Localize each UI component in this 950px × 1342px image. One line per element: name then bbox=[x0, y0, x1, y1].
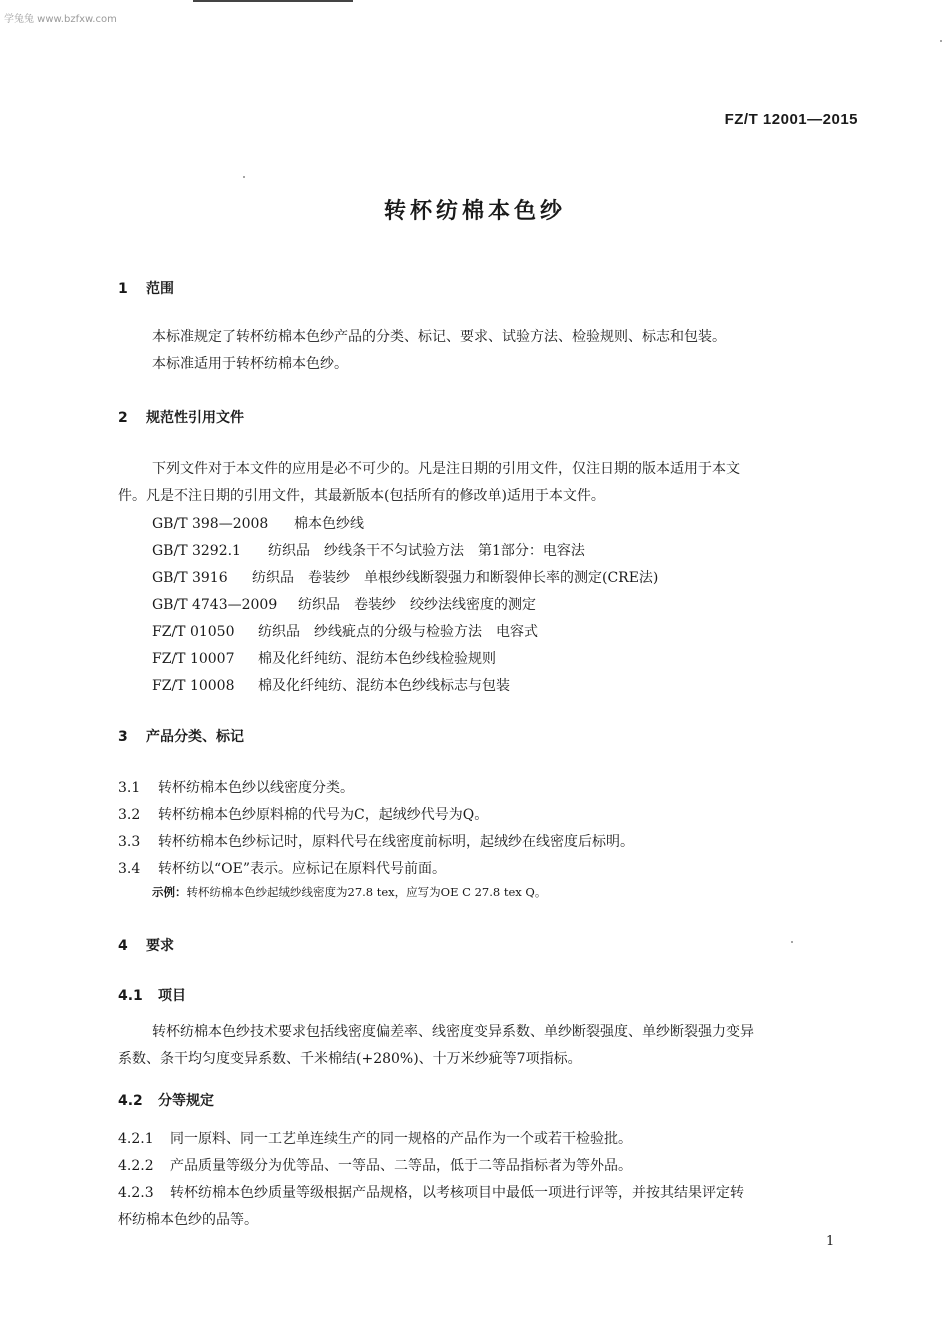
scan-speck bbox=[940, 40, 942, 42]
reference-item bbox=[152, 648, 496, 668]
clause-item bbox=[118, 777, 354, 797]
section-title: 范围 bbox=[146, 281, 174, 297]
section-4-heading bbox=[118, 935, 174, 955]
reference-code: GB/T 4743—2009 bbox=[152, 597, 278, 613]
subsection-4-1-heading bbox=[118, 985, 186, 1005]
reference-item bbox=[152, 594, 536, 614]
section-3-heading bbox=[118, 726, 244, 746]
example-text: 转杯纺棉本色纱起绒纱线密度为27.8 tex，应写为OE C 27.8 tex Q。 bbox=[186, 885, 547, 899]
reference-item bbox=[152, 675, 510, 695]
clause-item bbox=[118, 804, 488, 824]
reference-title: 棉及化纤纯纺、混纺本色纱线标志与包装 bbox=[258, 678, 510, 694]
clause-item bbox=[118, 1155, 632, 1175]
reference-title: 棉及化纤纯纺、混纺本色纱线检验规则 bbox=[258, 651, 496, 667]
section-number: 2 bbox=[118, 410, 128, 426]
top-rule bbox=[193, 0, 353, 2]
paragraph: 本标准适用于转杯纺棉本色纱。 bbox=[152, 356, 348, 372]
reference-code: FZ/T 01050 bbox=[152, 624, 235, 640]
clause-text: 转杯纺棉本色纱标记时，原料代号在线密度前标明，起绒纱在线密度后标明。 bbox=[158, 834, 634, 850]
clause-text: 同一原料、同一工艺单连续生产的同一规格的产品作为一个或若干检验批。 bbox=[170, 1131, 632, 1147]
reference-code: GB/T 3292.1 bbox=[152, 543, 241, 559]
clause-item bbox=[118, 831, 634, 851]
reference-title: 纺织品 纱线疵点的分级与检验方法 电容式 bbox=[258, 624, 538, 640]
standard-code: FZ/T 12001—2015 bbox=[724, 111, 858, 128]
reference-title: 纺织品 卷装纱 绞纱法线密度的测定 bbox=[298, 597, 536, 613]
section-title: 规范性引用文件 bbox=[146, 410, 244, 426]
section-2-heading bbox=[118, 407, 244, 427]
subsection-4-2-heading bbox=[118, 1090, 214, 1110]
section-number: 1 bbox=[118, 281, 128, 297]
clause-number: 4.2.3 bbox=[118, 1185, 154, 1201]
clause-text: 转杯纺棉本色纱质量等级根据产品规格，以考核项目中最低一项进行评等，并按其结果评定转 bbox=[170, 1185, 744, 1201]
clause-text: 转杯纺棉本色纱原料棉的代号为C，起绒纱代号为Q。 bbox=[158, 807, 489, 823]
reference-title: 纺织品 纱线条干不匀试验方法 第1部分：电容法 bbox=[268, 543, 585, 559]
paragraph-line: 转杯纺棉本色纱技术要求包括线密度偏差率、线密度变异系数、单纱断裂强度、单纱断裂强力变异 bbox=[152, 1024, 754, 1040]
example-label: 示例： bbox=[152, 885, 187, 899]
subsection-number: 4.1 bbox=[118, 988, 143, 1004]
paragraph: 本标准规定了转杯纺棉本色纱产品的分类、标记、要求、试验方法、检验规则、标志和包装。 bbox=[152, 329, 726, 345]
subsection-number: 4.2 bbox=[118, 1093, 143, 1109]
clause-number: 4.2.2 bbox=[118, 1158, 154, 1174]
clause-text: 转杯纺棉本色纱以线密度分类。 bbox=[158, 780, 354, 796]
clause-item bbox=[118, 1128, 632, 1148]
page-number: 1 bbox=[826, 1234, 835, 1249]
reference-code: GB/T 398—2008 bbox=[152, 516, 269, 532]
clause-text: 转杯纺以“OE”表示。应标记在原料代号前面。 bbox=[158, 861, 447, 877]
reference-title: 棉本色纱线 bbox=[294, 516, 364, 532]
paragraph-line: 杯纺棉本色纱的品等。 bbox=[118, 1212, 258, 1228]
section-title: 产品分类、标记 bbox=[146, 729, 244, 745]
section-1-heading bbox=[118, 278, 174, 298]
clause-item bbox=[118, 858, 446, 878]
example-note bbox=[152, 884, 546, 900]
reference-code: FZ/T 10007 bbox=[152, 651, 235, 667]
subsection-title: 项目 bbox=[158, 988, 186, 1004]
paragraph-line: 系数、条干均匀度变异系数、千米棉结(+280%)、十万米纱疵等7项指标。 bbox=[118, 1051, 582, 1067]
document-title: 转杯纺棉本色纱 bbox=[383, 199, 566, 224]
paragraph-line: 下列文件对于本文件的应用是必不可少的。凡是注日期的引用文件，仅注日期的版本适用于本文 bbox=[152, 461, 740, 477]
reference-title: 纺织品 卷装纱 单根纱线断裂强力和断裂伸长率的测定(CRE法) bbox=[252, 570, 659, 586]
clause-text: 产品质量等级分为优等品、一等品、二等品，低于二等品指标者为等外品。 bbox=[170, 1158, 632, 1174]
reference-item bbox=[152, 513, 364, 533]
reference-code: FZ/T 10008 bbox=[152, 678, 235, 694]
section-number: 4 bbox=[118, 938, 128, 954]
clause-number: 3.1 bbox=[118, 780, 141, 796]
scan-speck bbox=[791, 941, 793, 943]
clause-number: 3.4 bbox=[118, 861, 141, 877]
section-number: 3 bbox=[118, 729, 128, 745]
scan-speck bbox=[243, 176, 245, 178]
reference-item bbox=[152, 567, 658, 587]
watermark: 学兔兔 www.bzfxw.com bbox=[4, 14, 117, 25]
clause-number: 4.2.1 bbox=[118, 1131, 154, 1147]
clause-number: 3.3 bbox=[118, 834, 141, 850]
paragraph-line: 件。凡是不注日期的引用文件，其最新版本(包括所有的修改单)适用于本文件。 bbox=[118, 488, 605, 504]
subsection-title: 分等规定 bbox=[158, 1093, 214, 1109]
clause-item bbox=[118, 1182, 744, 1202]
reference-item bbox=[152, 540, 585, 560]
clause-number: 3.2 bbox=[118, 807, 141, 823]
section-title: 要求 bbox=[146, 938, 174, 954]
reference-item bbox=[152, 621, 538, 641]
reference-code: GB/T 3916 bbox=[152, 570, 228, 586]
